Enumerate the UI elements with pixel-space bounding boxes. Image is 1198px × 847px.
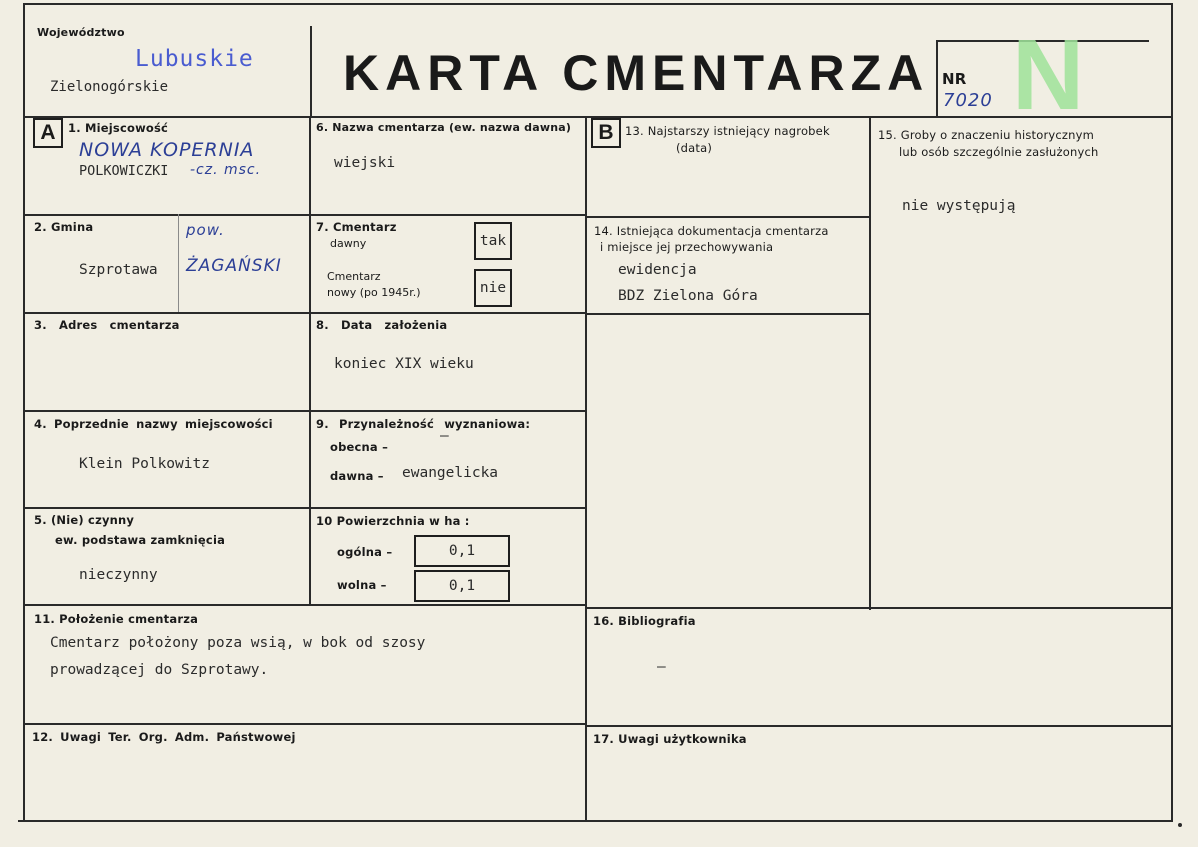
section-a-badge: A [33,118,63,148]
field-10-label: 10 Powierzchnia w ha : [316,514,470,528]
field-5-value: nieczynny [79,567,158,583]
field-3-label: 3. Adres cmentarza [34,318,180,332]
row-line-bottom-mid [585,607,1173,609]
frame-left-line [23,3,25,822]
field-17-label: 17. Uwagi użytkownika [593,732,747,746]
field-10-ogolna-box: 0,1 [414,535,510,567]
field-1-label: 1. Miejscowość [68,121,169,135]
gmina-pow-divider [178,214,179,312]
card-title: KARTA CMENTARZA [343,45,930,101]
wojewodztwo-stamp: Lubuskie [135,46,254,72]
field-7-label-1: 7. Cmentarz [316,220,397,234]
field-13-label-1: 13. Najstarszy istniejący nagrobek [625,124,830,138]
frame-bottom-line [18,820,1173,822]
field-2-label: 2. Gmina [34,220,94,234]
field-11-line-1: Cmentarz położony poza wsią, w bok od szosy [50,635,426,651]
nr-value: 7020 [943,90,993,111]
field-14-label-2: i miejsce jej przechowywania [600,240,774,254]
row-line-2 [24,312,587,314]
row-line-5 [24,604,587,606]
field-4-label: 4. Poprzednie nazwy miejscowości [34,417,273,431]
row-line-1 [24,214,587,216]
field-8-value: koniec XIX wieku [334,356,474,372]
wojewodztwo-typed: Zielonogórskie [50,79,169,95]
header-divider [310,26,312,118]
row-line-16-17 [585,725,1173,727]
row-line-12 [24,723,587,725]
field-9-label: 9. Przynależność wyznaniowa: [316,417,531,431]
field-7-label-3: Cmentarz [327,270,381,283]
frame-top-line [24,3,1173,5]
field-10-wolna-box: 0,1 [414,570,510,602]
field-14-value-1: ewidencja [618,262,697,278]
field-7-label-2: dawny [330,237,367,250]
frame-right-line [1171,3,1173,822]
row-line-4 [24,507,587,509]
field-5-label-1: 5. (Nie) czynny [34,513,135,527]
field-7-box-tak: tak [474,222,512,260]
col-c-divider [869,116,871,610]
field-8-label: 8. Data założenia [316,318,448,332]
field-13-label-2: (data) [676,141,713,155]
field-16-value: – [657,659,666,675]
row-line-13-14 [585,216,871,218]
field-9-dawna-label: dawna – [330,469,384,483]
col-a-divider [309,116,311,606]
green-stamp-letter: N [1012,19,1085,131]
field-1-handwritten: NOWA KOPERNIA [79,139,255,161]
field-4-value: Klein Polkowitz [79,456,210,472]
field-2-value: Szprotawa [79,262,158,278]
row-line-14-plan [585,313,871,315]
field-10-ogolna-label: ogólna – [337,545,393,559]
field-9-obecna-value: – [440,428,449,444]
field-7-box-nie: nie [474,269,512,307]
field-1-typed: POLKOWICZKI [79,163,169,179]
field-9-dawna-value: ewangelicka [402,465,499,481]
field-6-label: 6. Nazwa cmentarza (ew. nazwa dawna) [316,121,572,134]
section-b-badge: B [591,118,621,148]
field-11-line-2: prowadzącej do Szprotawy. [50,662,269,678]
field-12-label: 12. Uwagi Ter. Org. Adm. Państwowej [32,730,296,744]
field-14-value-2: BDZ Zielona Góra [618,288,758,304]
field-5-label-2: ew. podstawa zamknięcia [55,533,226,547]
row-line-3 [24,410,587,412]
corner-dot [1178,823,1182,827]
field-9-obecna-label: obecna – [330,440,389,454]
field-15-label-2: lub osób szczególnie zasłużonych [899,145,1099,159]
field-15-value: nie występują [902,198,1016,214]
col-b-divider [585,116,587,820]
field-1-hand-suffix: -cz. msc. [190,162,262,178]
field-16-label: 16. Bibliografia [593,614,696,628]
field-11-label: 11. Położenie cmentarza [34,612,199,626]
nr-label: NR [942,70,967,88]
field-7-label-4: nowy (po 1945r.) [327,286,421,299]
field-15-label-1: 15. Groby o znaczeniu historycznym [878,128,1095,142]
field-6-value: wiejski [334,155,396,171]
field-2-pow-value: ŻAGAŃSKI [186,256,282,276]
wojewodztwo-label: Województwo [37,26,125,39]
field-14-label-1: 14. Istniejąca dokumentacja cmentarza [594,224,829,238]
field-10-wolna-label: wolna – [337,578,387,592]
field-2-pow-label: pow. [186,221,225,239]
nr-box-left-line [936,40,938,118]
